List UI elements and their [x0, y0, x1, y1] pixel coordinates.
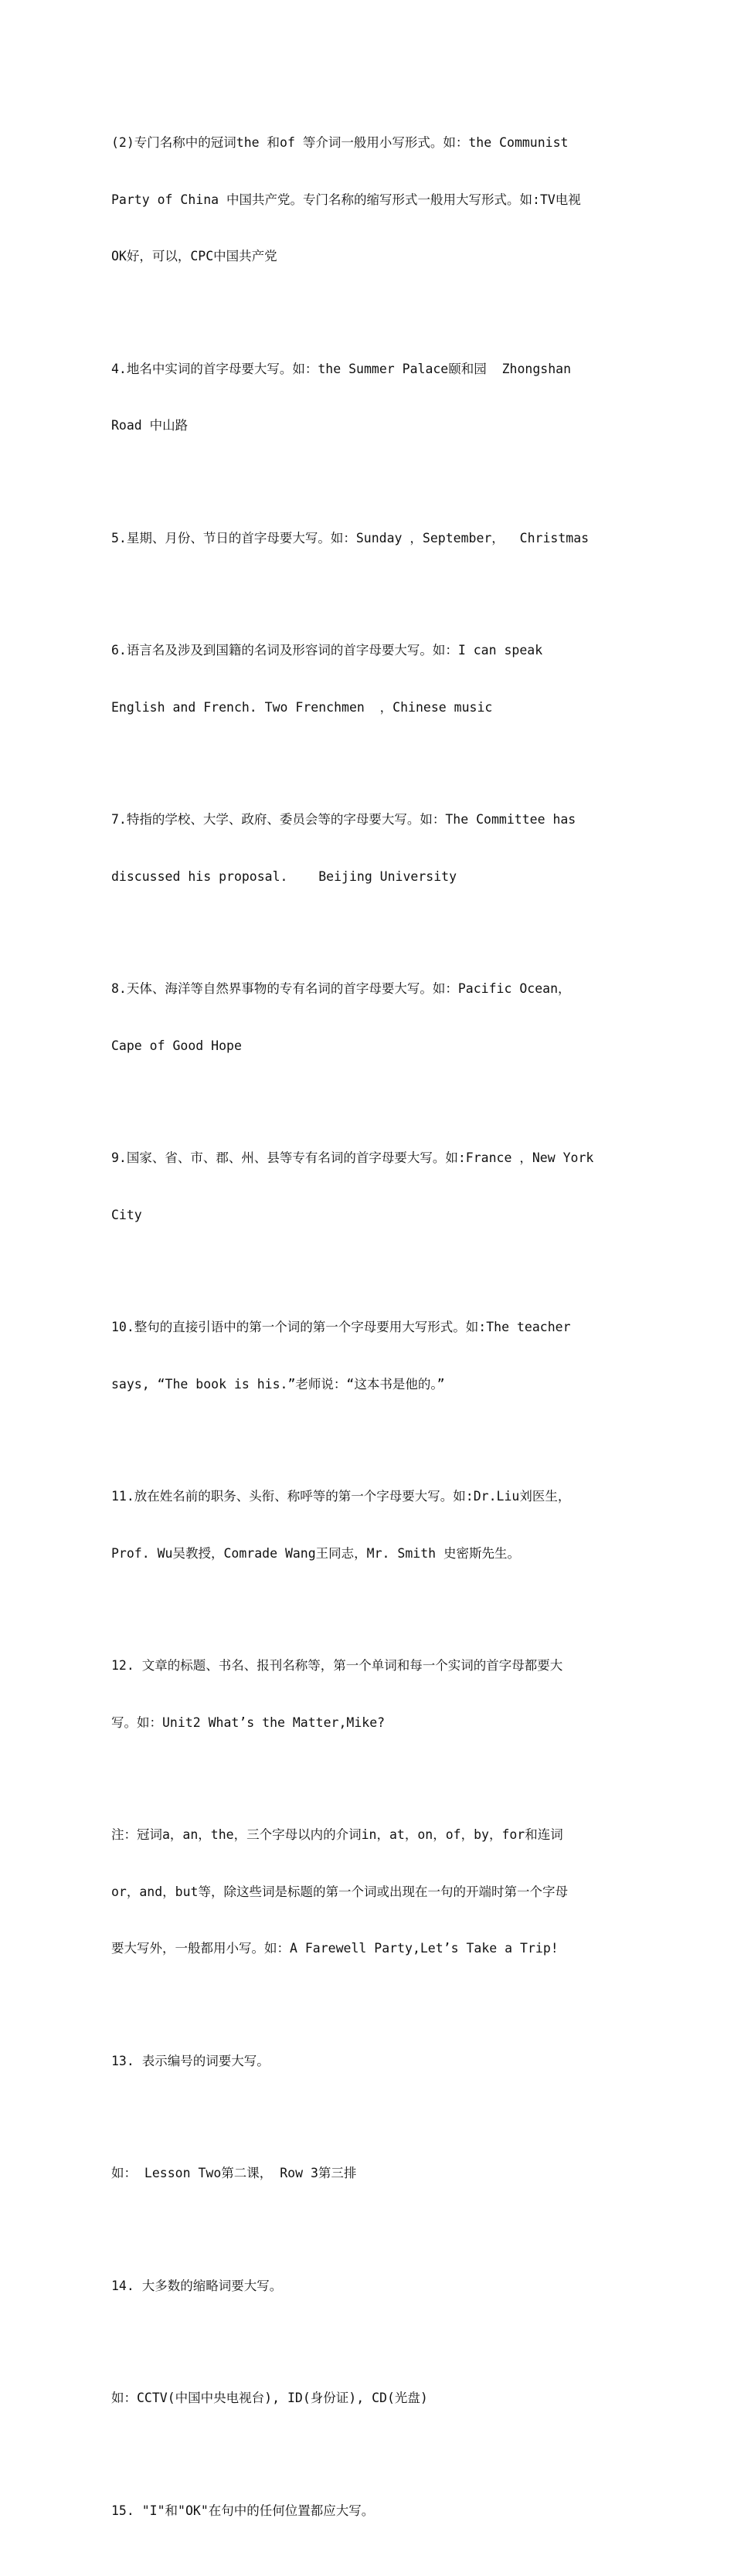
- text-line: 14. 大多数的缩略词要大写。: [111, 2278, 283, 2293]
- paragraph-rule-5: [111, 491, 627, 586]
- text-line: 7.特指的学校、大学、政府、委员会等的字母要大写。如：The Committee has: [111, 812, 576, 827]
- text-line: (2)专门名称中的冠词the 和of 等介词一般用小写形式。如：the Communist: [111, 135, 569, 150]
- text-line: 如： Lesson Two第二课， Row 3第三排: [111, 2166, 357, 2180]
- text-line: 注：冠词a，an，the，三个字母以内的介词in，at，on，of，by，for和连词: [111, 1827, 563, 1842]
- paragraph-rule-4: [111, 322, 627, 474]
- text-line: 9.国家、省、市、郡、州、县等专有名词的首字母要大写。如:France ，New York: [111, 1150, 594, 1165]
- text-line: English and French. Two Frenchmen ，Chinese music: [111, 699, 493, 715]
- paragraph-rule-6: [111, 603, 627, 755]
- text-line: 5.星期、月份、节日的首字母要大写。如：Sunday ，September， Christmas: [111, 530, 590, 545]
- text-line: 如：CCTV(中国中央电视台), ID(身份证), CD(光盘): [111, 2391, 428, 2405]
- text-line: 8.天体、海洋等自然界事物的专有名词的首字母要大写。如：Pacific Ocean，: [111, 981, 571, 996]
- paragraph-rule-8: [111, 942, 627, 1093]
- text-line: 15. "I"和"OK"在句中的任何位置都应大写。: [111, 2503, 375, 2518]
- text-line: OK好，可以，CPC中国共产党: [111, 249, 277, 263]
- text-line: 11.放在姓名前的职务、头衔、称呼等的第一个字母要大写。如:Dr.Liu刘医生，: [111, 1489, 571, 1504]
- text-line: 要大写外，一般都用小写。如：A Farewell Party,Let’s Take a Trip!: [111, 1941, 559, 1956]
- text-line: 6.语言名及涉及到国籍的名词及形容词的首字母要大写。如：I can speak: [111, 643, 543, 658]
- text-line: 4.地名中实词的首字母要大写。如：the Summer Palace颐和园 Zhongshan: [111, 361, 572, 376]
- paragraph-rule-14: [111, 2239, 627, 2334]
- text-line: or，and，but等，除这些词是标题的第一个词或出现在一句的开端时第一个字母: [111, 1884, 568, 1899]
- text-line: Cape of Good Hope: [111, 1038, 242, 1053]
- paragraph-rule-9: [111, 1111, 627, 1263]
- text-line: 10.整句的直接引语中的第一个词的第一个字母要用大写形式。如:The teacher: [111, 1320, 571, 1334]
- text-line: 写。如：Unit2 What’s the Matter,Mike?: [111, 1715, 386, 1730]
- paragraph-rule-10: [111, 1280, 627, 1432]
- paragraph-rule-11: [111, 1449, 627, 1601]
- paragraph-proper-noun-articles: [111, 96, 627, 304]
- paragraph-rule-14-example: [111, 2351, 627, 2446]
- paragraph-rule-15: [111, 2464, 627, 2559]
- text-line: Road 中山路: [111, 418, 189, 433]
- paragraph-note: [111, 1788, 627, 1997]
- paragraph-rule-13-example: [111, 2126, 627, 2221]
- text-line: 13. 表示编号的词要大写。: [111, 2053, 270, 2068]
- text-line: 12. 文章的标题、书名、报刊名称等，第一个单词和每一个实词的首字母都要大: [111, 1658, 563, 1673]
- text-line: says, “The book is his.”老师说：“这本书是他的。”: [111, 1376, 445, 1392]
- paragraph-rule-7: [111, 773, 627, 924]
- text-line: discussed his proposal. Beijing University: [111, 868, 457, 884]
- text-line: Prof. Wu吴教授，Comrade Wang王同志，Mr. Smith 史密斯先生。: [111, 1545, 521, 1561]
- text-line: City: [111, 1207, 142, 1222]
- document-body: [111, 96, 627, 2576]
- text-line: Party of China 中国共产党。专门名称的缩写形式一般用大写形式。如:TV电视: [111, 192, 581, 207]
- paragraph-rule-12: [111, 1619, 627, 1770]
- paragraph-rule-13: [111, 2014, 627, 2109]
